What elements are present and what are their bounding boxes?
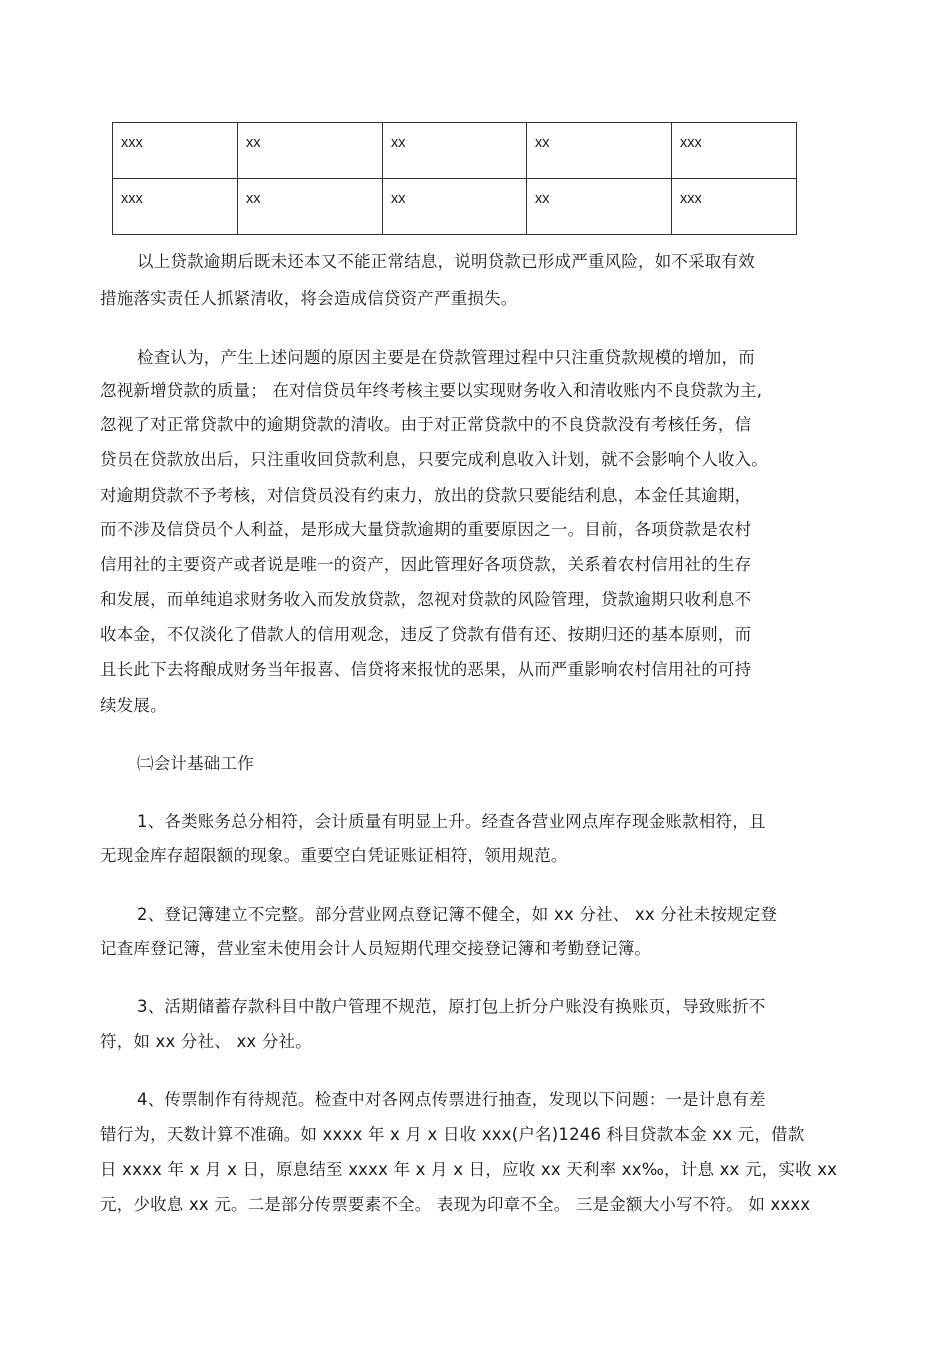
text-line: 忽视新增贷款的质量； 在对信贷员年终考核主要以实现财务收入和清收账内不良贷款为主, <box>100 381 763 400</box>
text-line: 以上贷款逾期后既未还本又不能正常结息，说明贷款已形成严重风险，如不采取有效 <box>137 252 755 271</box>
text-line: 3、活期储蓄存款科目中散户管理不规范，原打包上折分户账没有换账页，导致账折不 <box>137 997 766 1016</box>
text-line: 信用社的主要资产或者说是唯一的资产，因此管理好各项贷款，关系着农村信用社的生存 <box>100 555 752 574</box>
table-cell: xxx <box>672 179 797 235</box>
section-heading: ㈡会计基础工作 <box>137 754 254 773</box>
text-line: 和发展，而单纯追求财务收入而发放贷款，忽视对贷款的风险管理，贷款逾期只收利息不 <box>100 590 752 609</box>
text-line: 对逾期贷款不予考核，对信贷员没有约束力，放出的贷款只要能结利息，本金任其逾期， <box>100 486 752 505</box>
text-line: 检查认为，产生上述问题的原因主要是在贷款管理过程中只注重贷款规模的增加，而 <box>137 348 755 367</box>
data-table <box>112 122 797 235</box>
text-line: 4、传票制作有待规范。检查中对各网点传票进行抽查，发现以下问题：一是计息有差 <box>137 1090 766 1109</box>
table-cell: xx <box>383 179 527 235</box>
table-cell: xx <box>383 123 527 179</box>
text-line: 忽视了对正常贷款中的逾期贷款的清收。由于对正常贷款中的不良贷款没有考核任务，信 <box>100 415 752 434</box>
table-cell: xx <box>527 179 672 235</box>
text-line: 记查库登记簿，营业室未使用会计人员短期代理交接登记簿和考勤登记簿。 <box>100 939 652 958</box>
text-line: 措施落实责任人抓紧清收，将会造成信贷资产严重损失。 <box>100 289 518 308</box>
table-cell: xxx <box>672 123 797 179</box>
table-cell: xxx <box>113 123 238 179</box>
table-cell: xx <box>238 123 383 179</box>
table-cell: xxx <box>113 179 238 235</box>
text-line: 1、各类账务总分相符，会计质量有明显上升。经查各营业网点库存现金账款相符，且 <box>137 812 766 831</box>
table-cell: xx <box>238 179 383 235</box>
text-line: 2、登记簿建立不完整。部分营业网点登记簿不健全，如 xx 分社、 xx 分社未按规定登 <box>137 905 778 924</box>
text-line: 续发展。 <box>100 696 167 715</box>
text-line: 符，如 xx 分社、 xx 分社。 <box>100 1032 312 1051</box>
table-row <box>113 179 797 235</box>
text-line: 错行为，天数计算不准确。如 xxxx 年 x 月 x 日收 xxx(户名)1246 科目贷款本金 xx 元，借款 <box>100 1125 805 1144</box>
text-line: 而不涉及信贷员个人利益，是形成大量贷款逾期的重要原因之一。目前，各项贷款是农村 <box>100 520 752 539</box>
text-line: 无现金库存超限额的现象。重要空白凭证账证相符，领用规范。 <box>100 846 568 865</box>
text-line: 贷员在贷款放出后，只注重收回贷款利息，只要完成利息收入计划，就不会影响个人收入。 <box>100 450 768 469</box>
table-row <box>113 123 797 179</box>
text-line: 元，少收息 xx 元。二是部分传票要素不全。 表现为印章不全。 三是金额大小写不符。 如 xxxx <box>100 1195 811 1214</box>
text-line: 收本金，不仅淡化了借款人的信用观念，违反了贷款有借有还、按期归还的基本原则，而 <box>100 625 752 644</box>
table-cell: xx <box>527 123 672 179</box>
text-line: 日 xxxx 年 x 月 x 日，原息结至 xxxx 年 x 月 x 日，应收 xx 天利率 xx‰，计息 xx 元，实收 xx <box>100 1160 838 1179</box>
text-line: 且长此下去将酿成财务当年报喜、信贷将来报忧的恶果，从而严重影响农村信用社的可持 <box>100 660 752 679</box>
